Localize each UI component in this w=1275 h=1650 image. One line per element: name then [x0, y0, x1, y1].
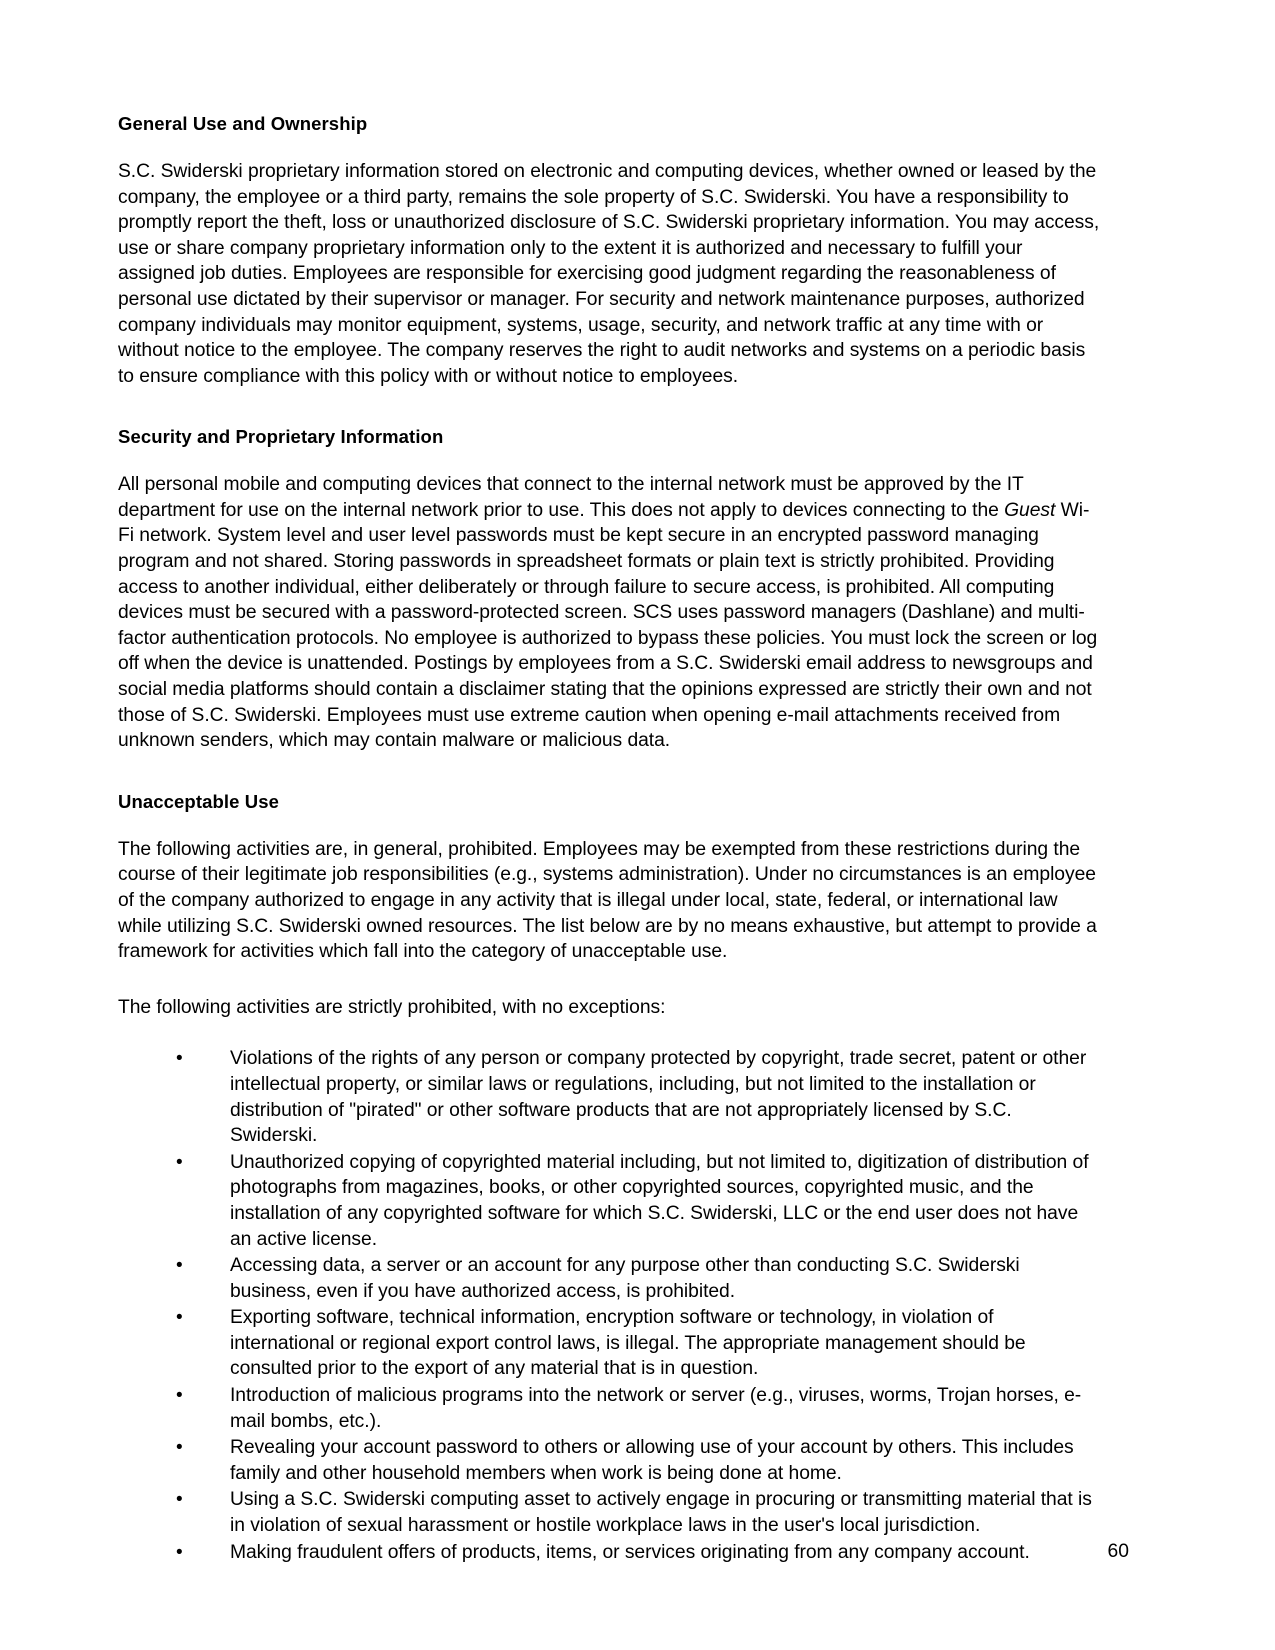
list-item: [158, 1046, 1103, 1148]
list-item-text: Accessing data, a server or an account for any purpose other than conducting S.C. Swiderski business, even if you have authorized access, is prohibited.: [230, 1255, 1020, 1302]
bullet-icon: •: [176, 1048, 183, 1070]
list-item: [158, 1435, 1103, 1486]
bullet-icon: •: [176, 1385, 183, 1407]
list-item: [158, 1383, 1103, 1434]
prohibited-activities-list: [118, 1046, 1103, 1565]
list-item: [158, 1487, 1103, 1538]
list-item: [158, 1150, 1103, 1252]
page-number: 60: [1107, 1541, 1129, 1562]
bullet-icon: •: [176, 1255, 183, 1277]
document-body: [118, 112, 1103, 1565]
paragraph-security-proprietary: [118, 472, 1103, 754]
bullet-icon: •: [176, 1489, 183, 1511]
bullet-icon: •: [176, 1151, 183, 1173]
paragraph-unacceptable-use-intro: The following activities are, in general, prohibited. Employees may be exempted from these restrictions during the course of their legitimate job responsibilities (e.g., systems administration). Under no circumstances is an employee of the company authorized to engage in any activity that is illegal under local, state, federal, or international law while utilizing S.C. Swiderski owned resources. The list below are by no means exhaustive, but attempt to provide a framework for activities which fall into the category of unacceptable use.: [118, 838, 1097, 963]
list-item-text: Revealing your account password to others or allowing use of your account by others. This includes family and other household members when work is being done at home.: [230, 1437, 1074, 1484]
list-item-text: Making fraudulent offers of products, items, or services originating from any company account.: [230, 1541, 1030, 1563]
paragraph-security-part-1: All personal mobile and computing devices that connect to the internal network must be approved by the IT department for use on the internal network prior to use. This does not apply to devices connecting to the: [118, 474, 1024, 521]
section-heading-unacceptable-use: Unacceptable Use: [118, 790, 279, 812]
list-item: [158, 1253, 1103, 1304]
list-item: [158, 1305, 1103, 1382]
paragraph-strictly-prohibited-lead: The following activities are strictly prohibited, with no exceptions:: [118, 996, 666, 1018]
list-item: [158, 1540, 1103, 1566]
list-item-text: Introduction of malicious programs into the network or server (e.g., viruses, worms, Trojan horses, e-mail bombs, etc.).: [230, 1385, 1082, 1432]
paragraph-general-use: S.C. Swiderski proprietary information stored on electronic and computing devices, whether owned or leased by the company, the employee or a third party, remains the sole property of S.C. Swiderski. You have a responsibility to promptly report the theft, loss or unauthorized disclosure of S.C. Swiderski proprietary information. You may access, use or share company proprietary information only to the extent it is authorized and necessary to fulfill your assigned job duties. Employees are responsible for exercising good judgment regarding the reasonableness of personal use dictated by their supervisor or manager. For security and network maintenance purposes, authorized company individuals may monitor equipment, systems, usage, security, and network traffic at any time with or without notice to the employee. The company reserves the right to audit networks and systems on a periodic basis to ensure compliance with this policy with or without notice to employees.: [118, 160, 1100, 387]
bullet-icon: •: [176, 1307, 183, 1329]
list-item-text: Violations of the rights of any person or company protected by copyright, trade secret, patent or other intellectual property, or similar laws or regulations, including, but not limited to the installation or distribution of "pirated" or other software products that are not appropriately licensed by S.C. Swiderski.: [230, 1048, 1087, 1147]
section-heading-general-use: General Use and Ownership: [118, 113, 368, 134]
guest-network-term: Guest: [1004, 499, 1056, 521]
list-item-text: Unauthorized copying of copyrighted material including, but not limited to, digitization of distribution of photographs from magazines, books, or other copyrighted sources, copyrighted music, and the installation of any copyrighted software for which S.C. Swiderski, LLC or the end user does not have an active license.: [230, 1151, 1089, 1250]
section-heading-security-proprietary: Security and Proprietary Information: [118, 426, 444, 448]
list-item-text: Using a S.C. Swiderski computing asset to actively engage in procuring or transmitting material that is in violation of sexual harassment or hostile workplace laws in the user's local jurisdiction.: [230, 1489, 1092, 1537]
bullet-icon: •: [176, 1437, 183, 1459]
bullet-icon: •: [176, 1541, 183, 1563]
list-item-text: Exporting software, technical information, encryption software or technology, in violation of international or regional export control laws, is illegal. The appropriate management should be consulted prior to the export of any material that is in question.: [230, 1307, 1026, 1380]
paragraph-security-part-2: Wi-Fi network. System level and user level passwords must be kept secure in an encrypted password managing program and not shared. Storing passwords in spreadsheet formats or plain text is strictly prohibited. Providing access to another individual, either deliberately or through failure to secure access, is prohibited. All computing devices must be secured with a password-protected screen. SCS uses password managers (Dashlane) and multi-factor authentication protocols. No employee is authorized to bypass these policies. You must lock the screen or log off when the device is unattended. Postings by employees from a S.C. Swiderski email address to newsgroups and social media platforms should contain a disclaimer stating that the opinions expressed are strictly their own and not those of S.C. Swiderski. Employees must use extreme caution when opening e-mail attachments received from unknown senders, which may contain malware or malicious data.: [118, 499, 1098, 752]
